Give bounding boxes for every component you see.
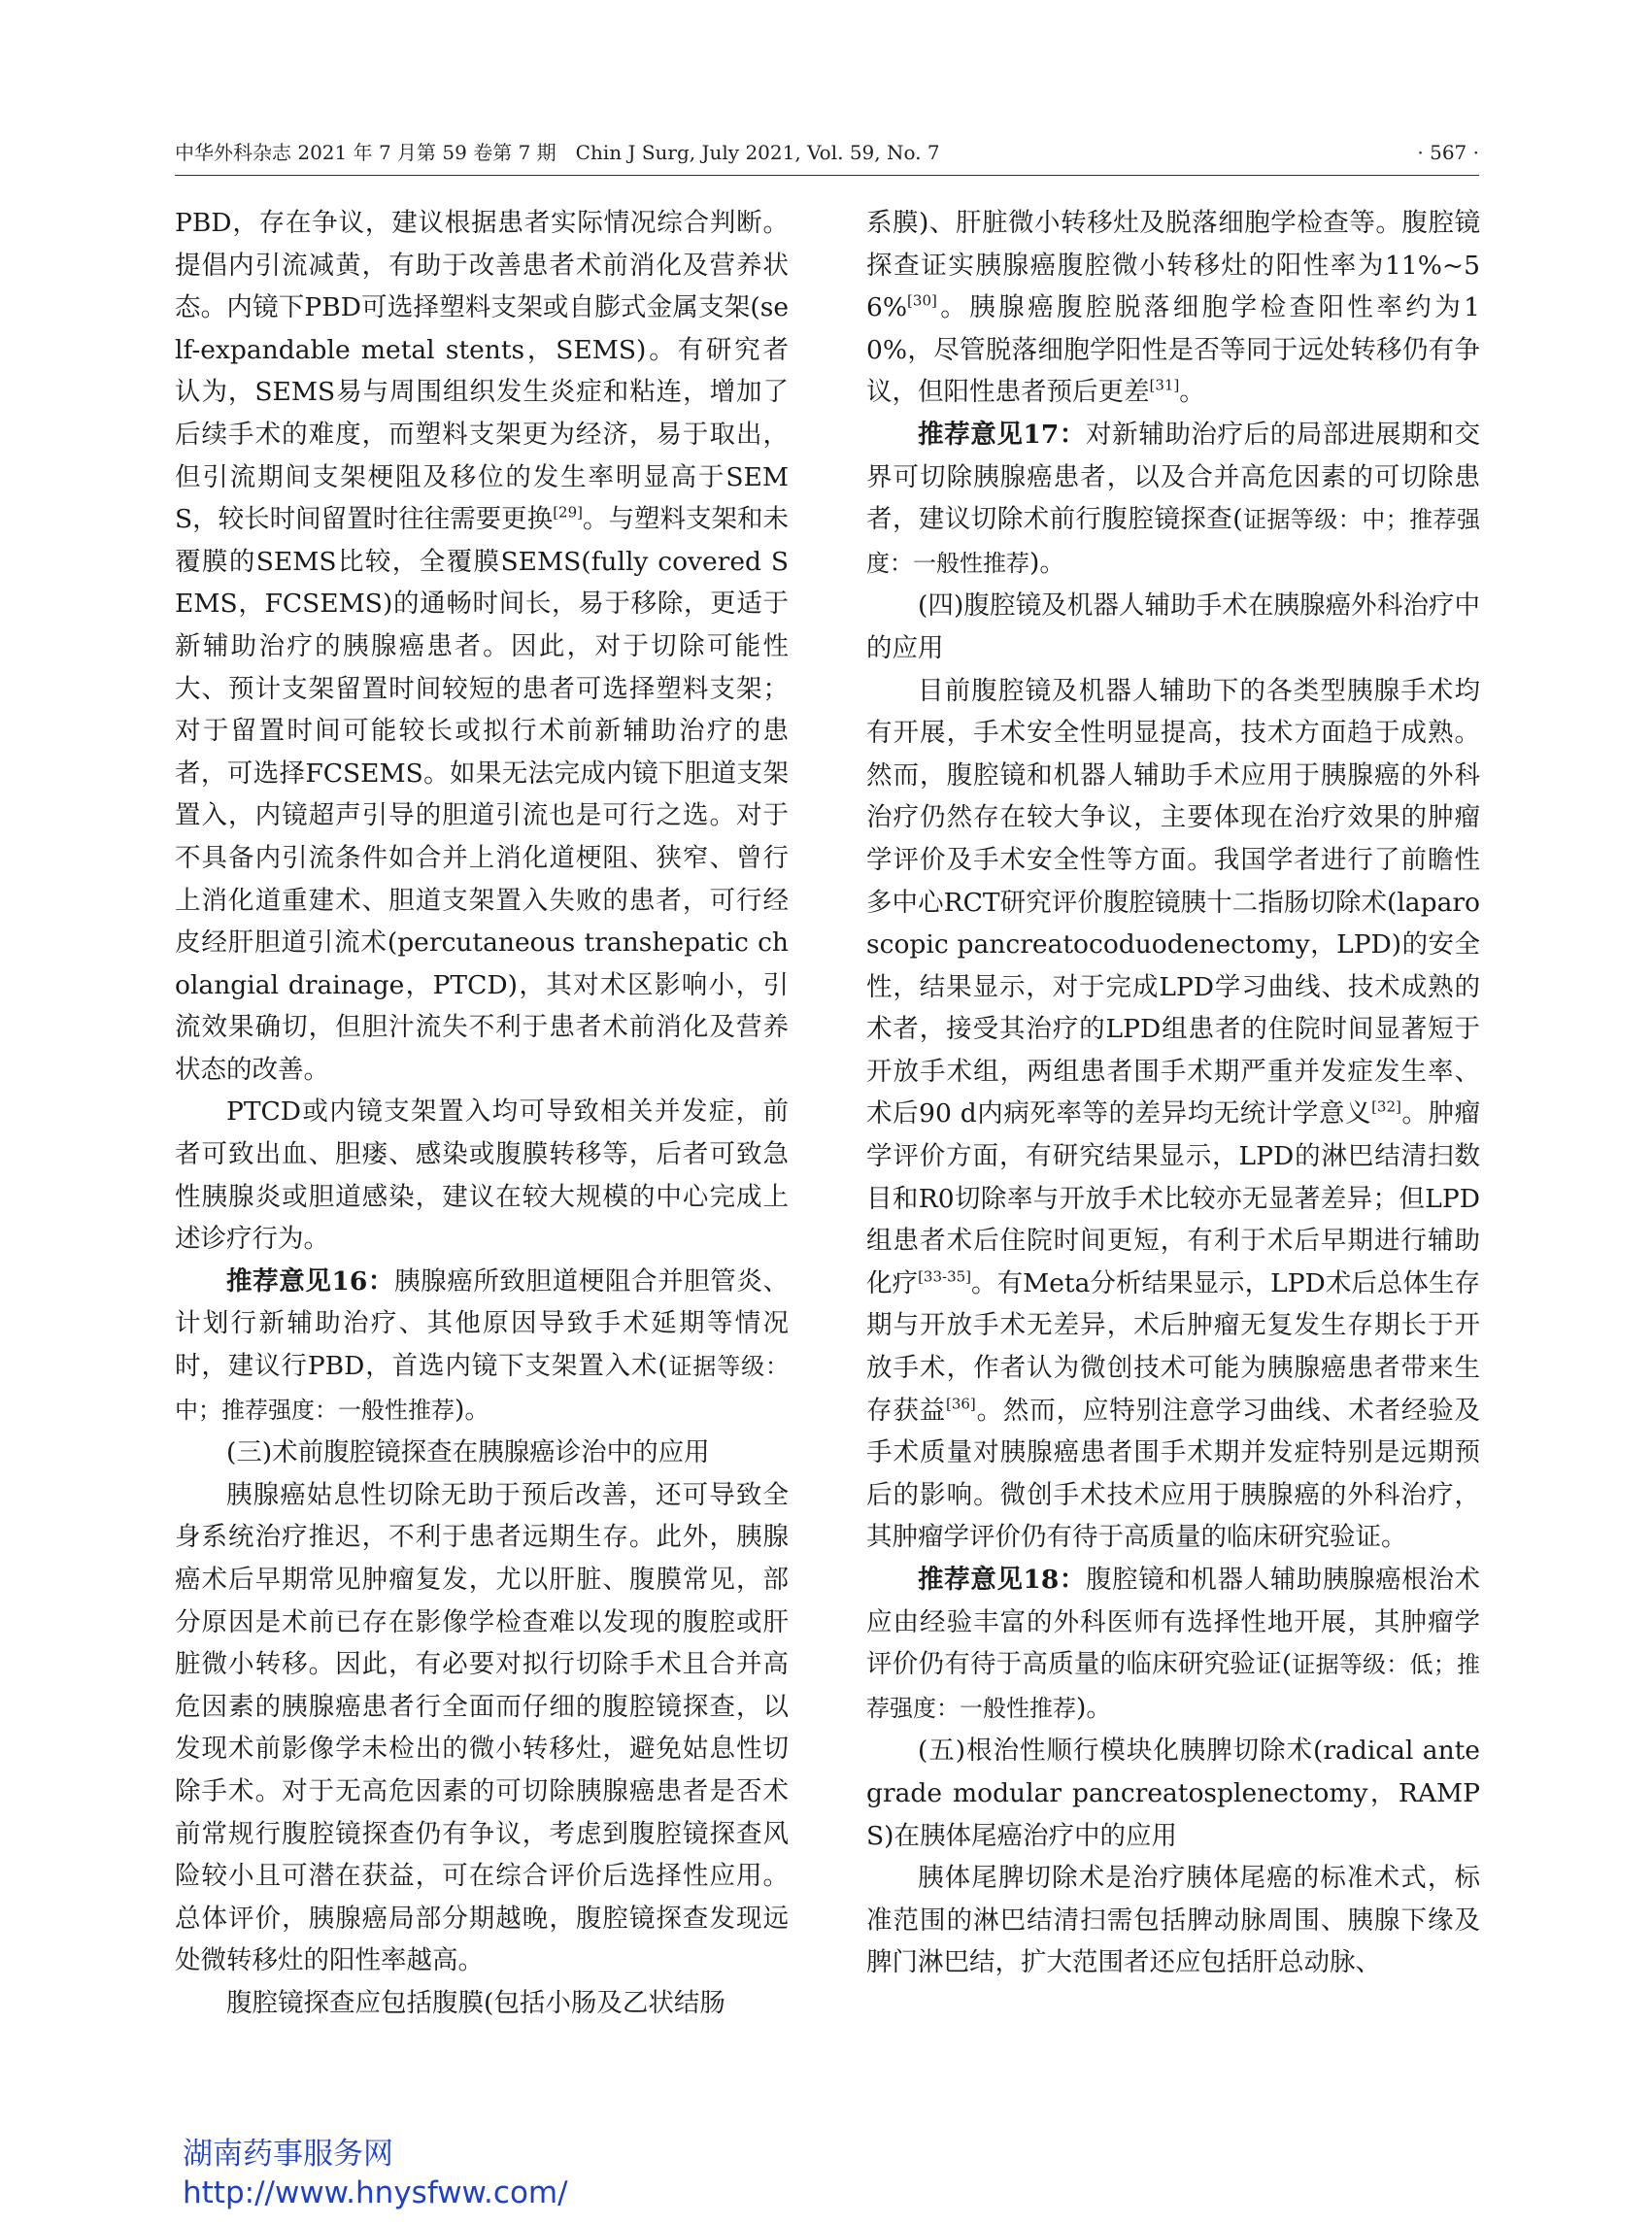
recommendation-16: 推荐意见16：胰腺癌所致胆道梗阻合并胆管炎、计划行新辅助治疗、其他原因导致手术延期等情况时，建议行PBD，首选内镜下支架置入术(证据等级：中；推荐强度：一般性推荐)。: [175, 1265, 789, 1425]
section-heading: (五)根治性顺行模块化胰脾切除术(radical antegrade modular pancreatosplenectomy，RAMPS)在胰体尾癌治疗中的应用: [866, 1736, 1480, 1851]
watermark: [183, 2135, 568, 2212]
paragraph: 系膜)、肝脏微小转移灶及脱落细胞学检查等。腹腔镜探查证实胰腺癌腹腔微小转移灶的阳性率为11%~56%[30]。胰腺癌腹腔脱落细胞学检查阳性率约为10%，尽管脱落细胞学阳性是否等同于远处转移仍有争议，但阳性患者预后更差[31]。: [866, 208, 1480, 408]
right-column: [866, 202, 1480, 1984]
page-number: · 567 ·: [1417, 141, 1479, 164]
paragraph: PBD，存在争议，建议根据患者实际情况综合判断。提倡内引流减黄，有助于改善患者术前消化及营养状态。内镜下PBD可选择塑料支架或自膨式金属支架(self-expandable metal stents，SEMS)。有研究者认为，SEMS易与周围组织发生炎症和粘连，增加了后续手术的难度，而塑料支架更为经济，易于取出，但引流期间支架梗阻及移位的发生率明显高于SEMS，较长时间留置时往往需要更换[29]。与塑料支架和未覆膜的SEMS比较，全覆膜SEMS(fully covered SEMS，FCSEMS)的通畅时间长，易于移除，更适于新辅助治疗的胰腺癌患者。因此，对于切除可能性大、预计支架留置时间较短的患者可选择塑料支架；对于留置时间可能较长或拟行术前新辅助治疗的患者，可选择FCSEMS。如果无法完成内镜下胆道支架置入，内镜超声引导的胆道引流也是可行之选。对于不具备内引流条件如合并上消化道梗阻、狭窄、曾行上消化道重建术、胆道支架置入失败的患者，可行经皮经肝胆道引流术(percutaneous transhepatic cholangial drainage，PTCD)，其对术区影响小，引流效果确切，但胆汁流失不利于患者术前消化及营养状态的改善。: [175, 208, 790, 1085]
watermark-url[interactable]: http://www.hnysfww.com/: [183, 2175, 568, 2210]
recommendation-17: 推荐意见17：对新辅助治疗后的局部进展期和交界可切除胰腺癌患者，以及合并高危因素的可切除患者，建议切除术前行腹腔镜探查(证据等级：中；推荐强度：一般性推荐)。: [866, 419, 1481, 578]
section-heading: (三)术前腹腔镜探查在胰腺癌诊治中的应用: [226, 1437, 710, 1468]
journal-citation: 中华外科杂志 2021 年 7 月第 59 卷第 7 期 Chin J Surg, July 2021, Vol. 59, No. 7: [175, 141, 940, 164]
paragraph: 目前腹腔镜及机器人辅助下的各类型胰腺手术均有开展，手术安全性明显提高，技术方面趋于成熟。然而，腹腔镜和机器人辅助手术应用于胰腺癌的外科治疗仍然存在较大争议，主要体现在治疗效果的肿瘤学评价及手术安全性等方面。我国学者进行了前瞻性多中心RCT研究评价腹腔镜胰十二指肠切除术(laparoscopic pancreatocoduodenectomy，LPD)的安全性，结果显示，对于完成LPD学习曲线、技术成熟的术者，接受其治疗的LPD组患者的住院时间显著短于开放手术组，两组患者围手术期严重并发症发生率、术后90 d内病死率等的差异均无统计学意义[32]。肿瘤学评价方面，有研究结果显示，LPD的淋巴结清扫数目和R0切除率与开放手术比较亦无显著差异；但LPD组患者术后住院时间更短，有利于术后早期进行辅助化疗[33-35]。有Meta分析结果显示，LPD术后总体生存期与开放手术无差异，术后肿瘤无复发生存期长于开放手术，作者认为微创技术可能为胰腺癌患者带来生存获益[36]。然而，应特别注意学习曲线、术者经验及手术质量对胰腺癌患者围手术期并发症特别是远期预后的影响。微创手术技术应用于胰腺癌的外科治疗，其肿瘤学评价仍有待于高质量的临床研究验证。: [866, 675, 1481, 1553]
paragraph: PTCD或内镜支架置入均可导致相关并发症，前者可致出血、胆瘘、感染或腹膜转移等，后者可致急性胰腺炎或胆道感染，建议在较大规模的中心完成上述诊疗行为。: [175, 1096, 789, 1255]
citation[interactable]: [33-35]: [918, 1267, 972, 1286]
citation[interactable]: [31]: [1149, 376, 1180, 394]
evidence-note: 证据等级：低；推荐强度：一般性推荐: [866, 1651, 1480, 1722]
paragraph: 胰体尾脾切除术是治疗胰体尾癌的标准术式，标准范围的淋巴结清扫需包括脾动脉周围、胰腺下缘及脾门淋巴结，扩大范围者还应包括肝总动脉、: [866, 1863, 1480, 1978]
section-heading: (四)腹腔镜及机器人辅助手术在胰腺癌外科治疗中的应用: [866, 590, 1480, 663]
running-header: [175, 135, 1479, 170]
citation[interactable]: [29]: [553, 503, 583, 522]
watermark-name: 湖南药事服务网: [183, 2137, 393, 2172]
left-column: [175, 202, 789, 2025]
paragraph: 胰腺癌姑息性切除无助于预后改善，还可导致全身系统治疗推迟，不利于患者远期生存。此外，胰腺癌术后早期常见肿瘤复发，尤以肝脏、腹膜常见，部分原因是术前已存在影像学检查难以发现的腹腔或肝脏微小转移。因此，有必要对拟行切除手术且合并高危因素的胰腺癌患者行全面而仔细的腹腔镜探查，以发现术前影像学未检出的微小转移灶，避免姑息性切除手术。对于无高危因素的可切除胰腺癌患者是否术前常规行腹腔镜探查仍有争议，考虑到腹腔镜探查风险较小且可潜在获益，可在综合评价后选择性应用。总体评价，胰腺癌局部分期越晚，腹腔镜探查发现远处微转移灶的阳性率越高。: [175, 1479, 789, 1976]
recommendation-label: 推荐意见16：: [226, 1265, 395, 1297]
recommendation-label: 推荐意见18：: [918, 1565, 1087, 1595]
paragraph: 腹腔镜探查应包括腹膜(包括小肠及乙状结肠: [226, 1987, 725, 2018]
citation[interactable]: [32]: [1371, 1097, 1401, 1116]
recommendation-label: 推荐意见17：: [918, 419, 1087, 450]
evidence-note: 证据等级：中；推荐强度：一般性推荐: [175, 1353, 789, 1424]
evidence-note: 证据等级：中；推荐强度：一般性推荐: [866, 506, 1481, 577]
citation[interactable]: [30]: [907, 291, 937, 310]
header-rule: [175, 175, 1479, 176]
recommendation-18: 推荐意见18：腹腔镜和机器人辅助胰腺癌根治术应由经验丰富的外科医师有选择性地开展，其肿瘤学评价仍有待于高质量的临床研究验证(证据等级：低；推荐强度：一般性推荐)。: [866, 1565, 1480, 1723]
citation[interactable]: [36]: [945, 1395, 976, 1413]
